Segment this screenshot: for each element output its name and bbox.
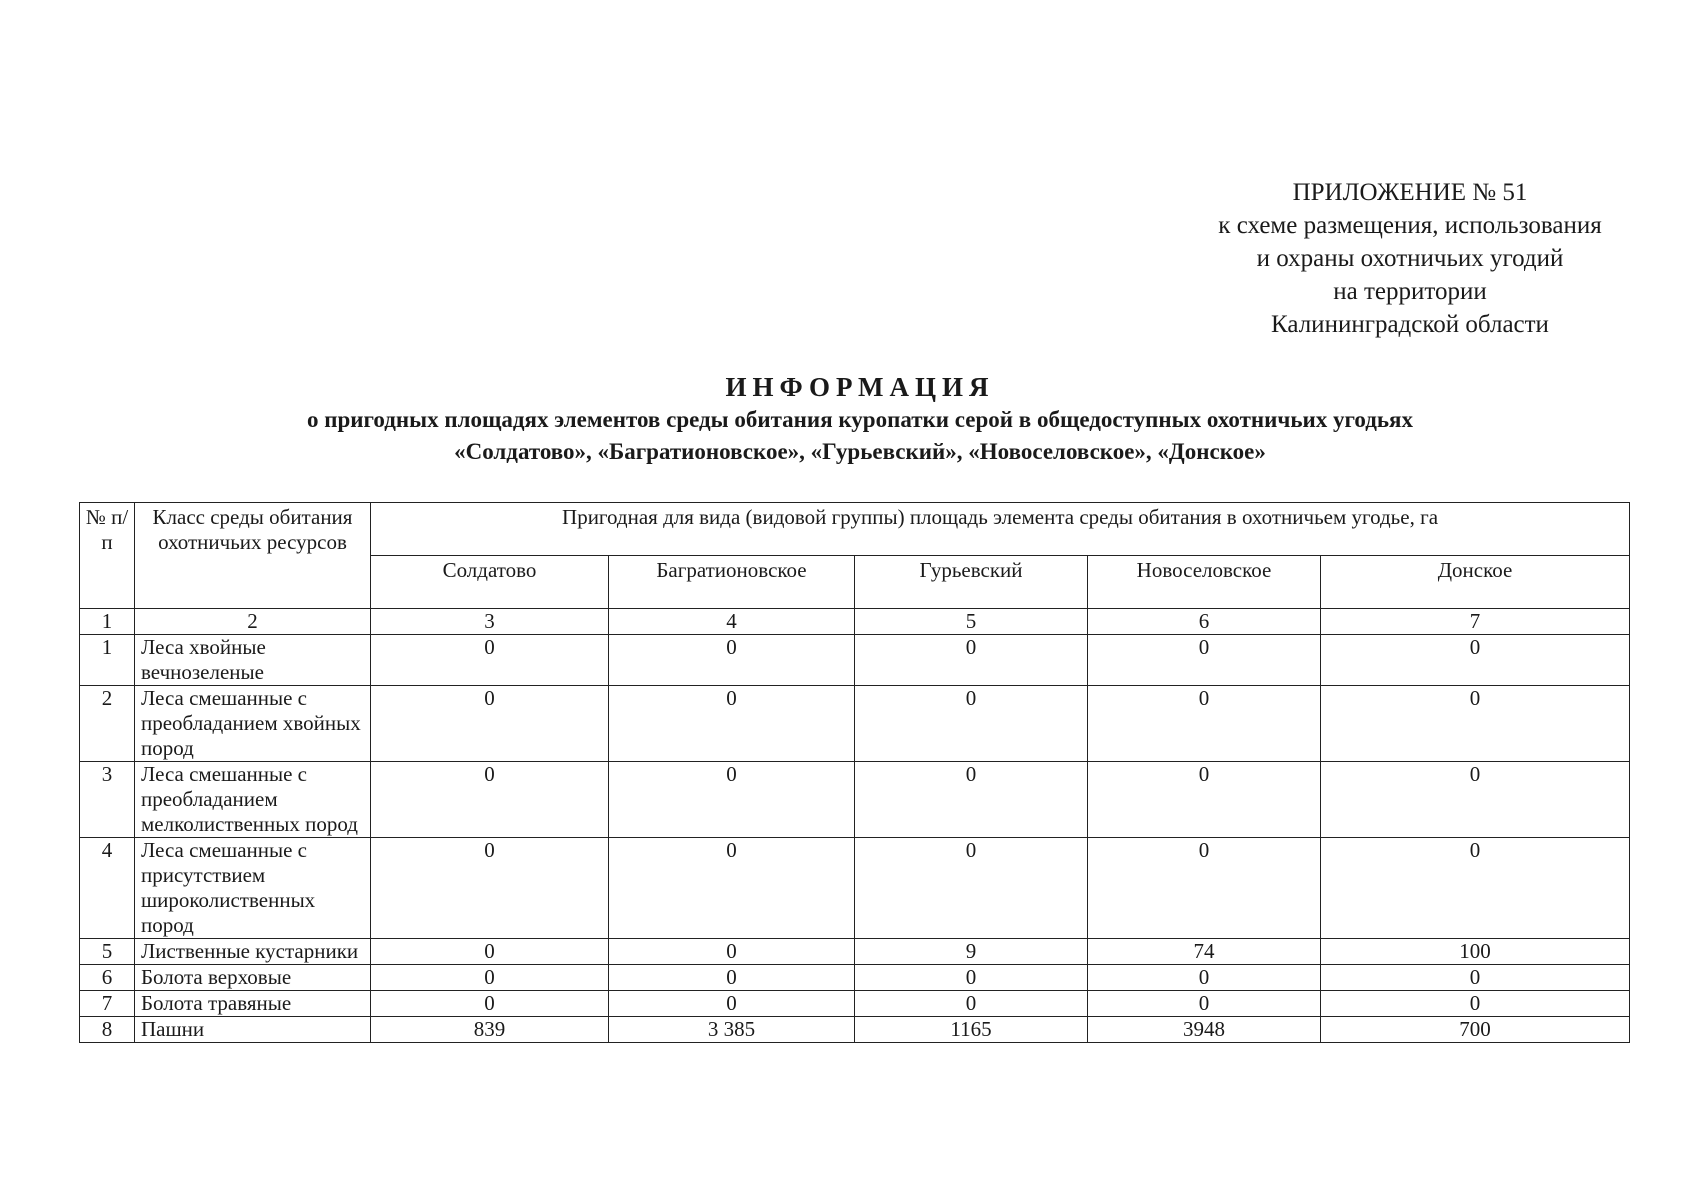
- table-row: [80, 838, 1630, 939]
- area-value: 0: [855, 838, 1088, 939]
- appendix-line: на территории: [1333, 278, 1487, 305]
- habitat-class: Болота травяные: [135, 991, 371, 1017]
- area-value: 0: [609, 991, 855, 1017]
- area-value: 0: [855, 686, 1088, 762]
- column-number: 7: [1321, 609, 1630, 635]
- area-value: 0: [371, 965, 609, 991]
- row-number: 1: [80, 635, 135, 686]
- table-row: [80, 939, 1630, 965]
- area-value: 0: [609, 838, 855, 939]
- column-number: 5: [855, 609, 1088, 635]
- column-number: 1: [80, 609, 135, 635]
- area-value: 0: [371, 939, 609, 965]
- area-value: 0: [1088, 686, 1321, 762]
- header-area-group: Пригодная для вида (видовой группы) площадь элемента среды обитания в охотничьем угодье, га: [371, 503, 1630, 556]
- column-number: 4: [609, 609, 855, 635]
- column-number: 6: [1088, 609, 1321, 635]
- habitat-class: Леса смешанные с преобладанием мелколиственных пород: [135, 762, 371, 838]
- habitat-class: Леса смешанные с присутствием широколиственных пород: [135, 838, 371, 939]
- header-area: Гурьевский: [855, 556, 1088, 609]
- area-value: 0: [371, 838, 609, 939]
- header-habitat-class: Класс среды обитания охотничьих ресурсов: [135, 503, 371, 609]
- area-value: 0: [855, 965, 1088, 991]
- header-area: Солдатово: [371, 556, 609, 609]
- appendix-line: и охраны охотничьих угодий: [1256, 245, 1564, 272]
- area-value: 0: [855, 762, 1088, 838]
- document-subtitle: «Солдатово», «Багратионовское», «Гурьевский», «Новоселовское», «Донское»: [454, 439, 1266, 464]
- area-value: 100: [1321, 939, 1630, 965]
- column-number: 2: [135, 609, 371, 635]
- area-value: 74: [1088, 939, 1321, 965]
- area-value: 0: [371, 635, 609, 686]
- column-number-row: [80, 609, 1630, 635]
- appendix-line: к схеме размещения, использования: [1218, 212, 1602, 239]
- row-number: 3: [80, 762, 135, 838]
- header-number: № п/п: [80, 503, 135, 609]
- table-body: [80, 609, 1630, 1043]
- header-area: Новоселовское: [1088, 556, 1321, 609]
- area-value: 0: [1088, 991, 1321, 1017]
- area-value: 0: [609, 686, 855, 762]
- area-value: 0: [855, 635, 1088, 686]
- area-value: 0: [855, 991, 1088, 1017]
- row-number: 4: [80, 838, 135, 939]
- table-row: [80, 762, 1630, 838]
- table-row: [80, 965, 1630, 991]
- table-row: [80, 635, 1630, 686]
- table-row: [80, 991, 1630, 1017]
- habitat-class: Пашни: [135, 1017, 371, 1043]
- table-row: [80, 1017, 1630, 1043]
- row-number: 6: [80, 965, 135, 991]
- table-row: [80, 686, 1630, 762]
- area-value: 0: [609, 965, 855, 991]
- area-value: 9: [855, 939, 1088, 965]
- habitat-class: Леса смешанные с преобладанием хвойных пород: [135, 686, 371, 762]
- area-value: 0: [371, 762, 609, 838]
- habitat-class: Болота верховые: [135, 965, 371, 991]
- row-number: 8: [80, 1017, 135, 1043]
- appendix-line: Калининградской области: [1271, 311, 1549, 338]
- area-value: 0: [609, 635, 855, 686]
- area-value: 0: [609, 762, 855, 838]
- habitat-class: Леса хвойные вечнозеленые: [135, 635, 371, 686]
- area-value: 0: [609, 939, 855, 965]
- column-number: 3: [371, 609, 609, 635]
- row-number: 5: [80, 939, 135, 965]
- area-value: 0: [1088, 965, 1321, 991]
- header-area: Донское: [1321, 556, 1630, 609]
- row-number: 7: [80, 991, 135, 1017]
- area-value: 0: [1321, 991, 1630, 1017]
- area-value: 700: [1321, 1017, 1630, 1043]
- area-value: 3 385: [609, 1017, 855, 1043]
- area-value: 0: [371, 686, 609, 762]
- document-heading: [80, 370, 1640, 468]
- area-value: 3948: [1088, 1017, 1321, 1043]
- habitat-area-table: [79, 502, 1630, 1043]
- area-value: 0: [1321, 965, 1630, 991]
- area-value: 0: [1088, 635, 1321, 686]
- row-number: 2: [80, 686, 135, 762]
- area-value: 0: [1088, 838, 1321, 939]
- area-value: 0: [1088, 762, 1321, 838]
- area-value: 0: [1321, 686, 1630, 762]
- area-value: 0: [1321, 838, 1630, 939]
- document-subtitle: о пригодных площадях элементов среды обитания куропатки серой в общедоступных охотничьих угодьях: [307, 407, 1413, 432]
- area-value: 1165: [855, 1017, 1088, 1043]
- appendix-block: [1170, 176, 1650, 341]
- header-area: Багратионовское: [609, 556, 855, 609]
- habitat-class: Лиственные кустарники: [135, 939, 371, 965]
- appendix-number: ПРИЛОЖЕНИЕ № 51: [1292, 179, 1528, 206]
- area-value: 0: [1321, 635, 1630, 686]
- area-value: 839: [371, 1017, 609, 1043]
- area-value: 0: [1321, 762, 1630, 838]
- area-value: 0: [371, 991, 609, 1017]
- document-title: ИНФОРМАЦИЯ: [725, 372, 995, 402]
